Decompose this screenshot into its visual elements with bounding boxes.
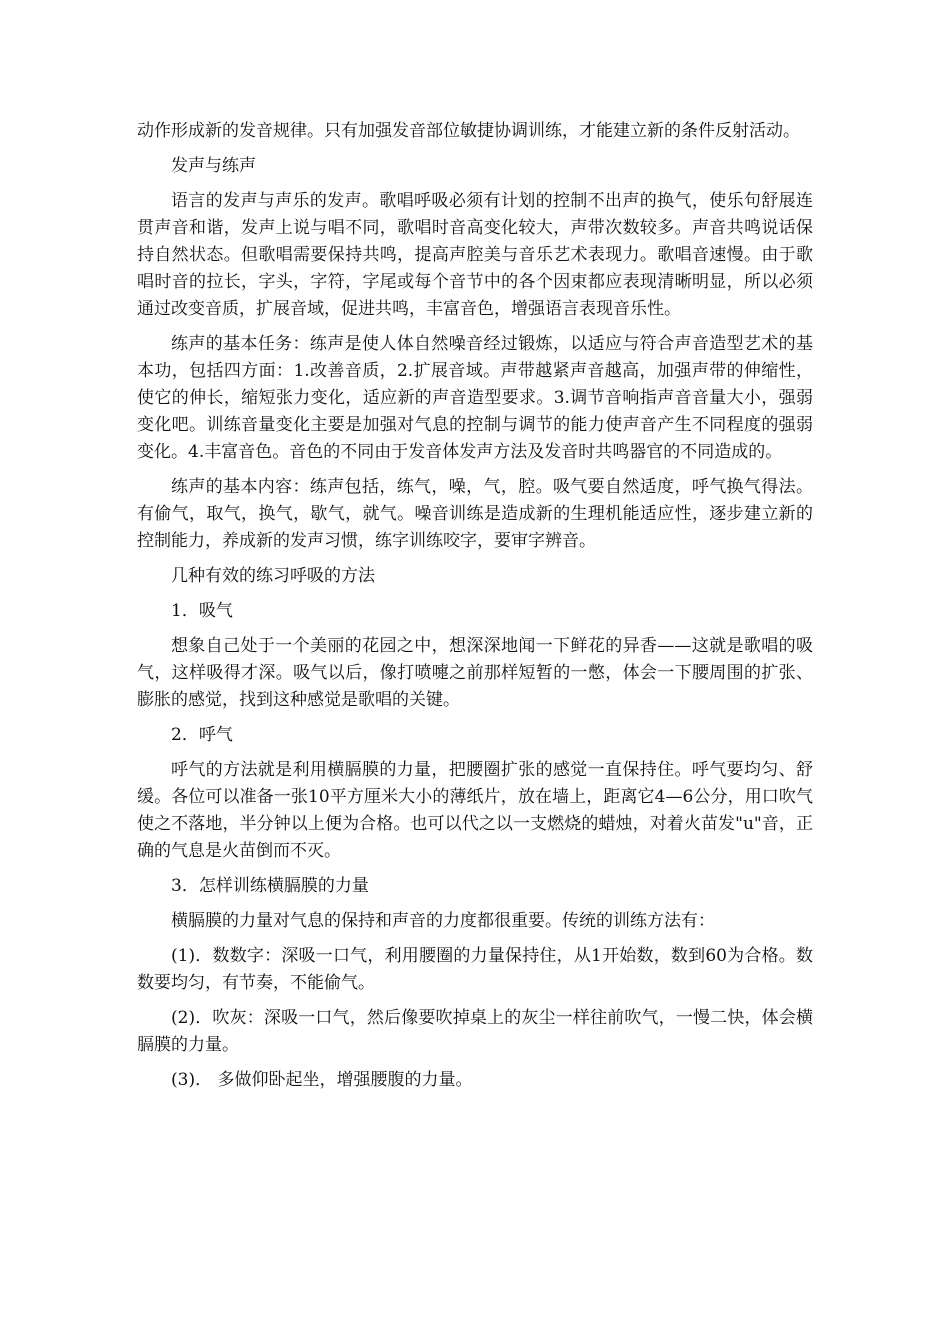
paragraph-inhale: 想象自己处于一个美丽的花园之中，想深深地闻一下鲜花的异香——这就是歌唱的吸气，这样吸得才深。吸气以后，像打喷嚏之前那样短暂的一憋，体会一下腰周围的扩张、膨胀的感觉，找到这种感觉是歌唱的关键。 [137,636,813,710]
paragraph-basic-tasks: 练声的基本任务：练声是使人体自然噪音经过锻炼，以适应与符合声音造型艺术的基本功，包括四方面：1.改善音质，2.扩展音域。声带越紧声音越高，加强声带的伸缩性，使它的伸长，缩短张力变化，适应新的声音造型要求。3.调节音响指声音音量大小，强弱变化吧。训练音量变化主要是加强对气息的控制与调节的能力使声音产生不同程度的强弱变化。4.丰富音色。音色的不同由于发音体发声方法及发音时共鸣器官的不同造成的。 [137,334,813,462]
section-heading-vocalization: 发声与练声 [171,156,256,176]
paragraph-continuation: 动作形成新的发音规律。只有加强发音部位敏捷协调训练，才能建立新的条件反射活动。 [137,121,800,141]
paragraph-diaphragm-intro: 横膈膜的力量对气息的保持和声音的力度都很重要。传统的训练方法有： [171,911,715,931]
list-item-counting: (1)．数数字：深吸一口气，利用腰圈的力量保持住，从1开始数，数到60为合格。数数要均匀，有节奏，不能偷气。 [137,946,813,993]
list-item-blowing: (2)．吹灰：深吸一口气，然后像要吹掉桌上的灰尘一样往前吹气，一慢二快，体会横膈膜的力量。 [137,1008,813,1055]
subheading-exhale: 2．呼气 [171,725,233,745]
subheading-diaphragm: 3．怎样训练横膈膜的力量 [171,876,369,896]
paragraph-basic-content: 练声的基本内容：练声包括，练气，噪，气，腔。吸气要自然适度，呼气换气得法。有偷气，取气，换气，歇气，就气。噪音训练是造成新的生理机能适应性，逐步建立新的控制能力，养成新的发声习惯，练字训练咬字，要审字辨音。 [137,477,813,551]
paragraph-exhale: 呼气的方法就是利用横膈膜的力量，把腰圈扩张的感觉一直保持住。呼气要均匀、舒缓。各位可以准备一张10平方厘米大小的薄纸片，放在墙上，距离它4—6公分，用口吹气使之不落地，半分钟以上便为合格。也可以代之以一支燃烧的蜡烛，对着火苗发"u"音，正确的气息是火苗倒而不灭。 [137,760,813,861]
list-item-situps: (3)． 多做仰卧起坐，增强腰腹的力量。 [171,1070,473,1090]
document-body [137,118,813,1102]
subheading-inhale: 1．吸气 [171,601,233,621]
section-heading-breathing-methods: 几种有效的练习呼吸的方法 [171,566,375,586]
paragraph-speech-vs-singing: 语言的发声与声乐的发声。歌唱呼吸必须有计划的控制不出声的换气，使乐句舒展连贯声音和谐，发声上说与唱不同，歌唱时音高变化较大，声带次数较多。声音共鸣说话保持自然状态。但歌唱需要保持共鸣，提高声腔美与音乐艺术表现力。歌唱音速慢。由于歌唱时音的拉长，字头，字符，字尾或每个音节中的各个因束都应表现清晰明显，所以必须通过改变音质，扩展音域，促进共鸣，丰富音色，增强语言表现音乐性。 [137,191,813,319]
